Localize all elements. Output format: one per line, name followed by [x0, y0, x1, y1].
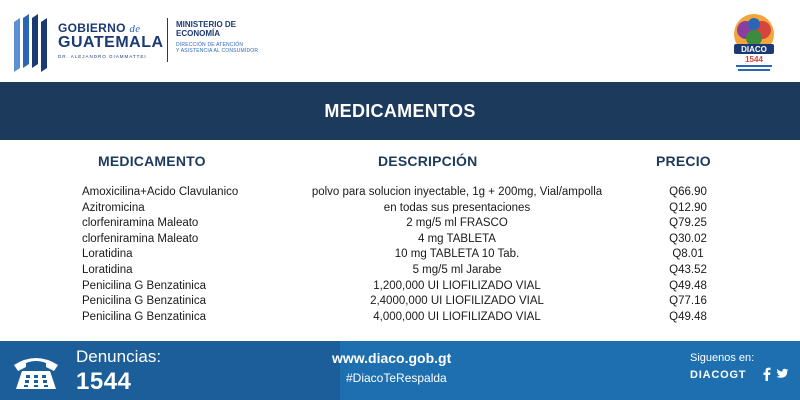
- table-row: [0, 294, 800, 310]
- cell-precio: Q30.02: [669, 232, 707, 245]
- column-header-medicamento: MEDICAMENTO: [98, 153, 206, 169]
- ministry-line-2: ECONOMÍA: [176, 29, 220, 38]
- table-row: [0, 201, 800, 217]
- cell-descripcion: 10 mg TABLETA 10 Tab.: [394, 248, 520, 261]
- gov-line-president: DR. ALEJANDRO GIAMMATTEI: [58, 54, 147, 59]
- page-title: MEDICAMENTOS: [324, 100, 476, 121]
- ministry-wordmark: [176, 20, 258, 54]
- gov-line-gobierno: GOBIERNO: [58, 21, 126, 35]
- cell-medicamento: Penicilina G Benzatinica: [82, 295, 207, 308]
- gov-line-guatemala: GUATEMALA: [58, 34, 164, 51]
- denuncias-label: Denuncias:: [76, 347, 162, 366]
- column-header-precio: PRECIO: [656, 153, 711, 169]
- ministry-line-1: MINISTERIO DE: [176, 20, 237, 29]
- cell-precio: Q49.48: [669, 279, 707, 292]
- cell-descripcion: 2 mg/5 ml FRASCO: [406, 217, 508, 230]
- cell-descripcion: 5 mg/5 ml Jarabe: [412, 263, 502, 276]
- ministry-line-3: DIRECCIÓN DE ATENCIÓN: [176, 42, 244, 48]
- cell-precio: Q43.52: [669, 263, 707, 276]
- table-row: [0, 232, 800, 248]
- table-row: [0, 247, 800, 263]
- cell-precio: Q49.48: [669, 310, 707, 323]
- hashtag: #DiacoTeRespalda: [346, 371, 447, 385]
- follow-label: Siguenos en:: [690, 352, 755, 364]
- column-header-descripcion: DESCRIPCIÓN: [378, 153, 478, 169]
- table-row: [0, 279, 800, 295]
- table-row: [0, 310, 800, 326]
- cell-medicamento: clorfeniramina Maleato: [82, 232, 199, 245]
- title-band: [0, 82, 800, 140]
- cell-medicamento: Loratidina: [82, 263, 133, 276]
- footer: [0, 341, 800, 400]
- guatemala-emblem-icon: [14, 12, 48, 72]
- cell-precio: Q8.01: [672, 248, 704, 261]
- cell-descripcion: en todas sus presentaciones: [383, 201, 531, 214]
- cell-medicamento: Penicilina G Benzatinica: [82, 310, 207, 323]
- ministry-line-4: Y ASISTENCIA AL CONSUMIDOR: [176, 48, 259, 54]
- diaco-logo-icon: [728, 8, 780, 74]
- table-row: [0, 185, 800, 201]
- cell-descripcion: 1,200,000 UI LIOFILIZADO VIAL: [373, 279, 541, 292]
- cell-medicamento: Amoxicilina+Acido Clavulanico: [82, 186, 239, 198]
- cell-precio: Q77.16: [669, 295, 707, 308]
- cell-medicamento: Loratidina: [82, 248, 133, 261]
- header: [0, 0, 800, 82]
- cell-precio: Q12.90: [669, 201, 707, 214]
- header-divider: [167, 18, 168, 62]
- website-link[interactable]: www.diaco.gob.gt: [332, 350, 452, 366]
- table-row: [0, 263, 800, 279]
- cell-descripcion: 2,4000,000 UI LIOFILIZADO VIAL: [370, 295, 544, 308]
- cell-medicamento: clorfeniramina Maleato: [82, 217, 199, 230]
- cell-medicamento: Penicilina G Benzatinica: [82, 279, 207, 292]
- cell-precio: Q66.90: [669, 186, 707, 198]
- cell-descripcion: 4 mg TABLETA: [418, 232, 496, 245]
- facebook-icon[interactable]: [760, 367, 773, 381]
- social-icons: [760, 367, 789, 381]
- twitter-icon[interactable]: [776, 367, 789, 381]
- cell-precio: Q79.25: [669, 217, 707, 230]
- cell-descripcion: 4,000,000 UI LIOFILIZADO VIAL: [373, 310, 541, 323]
- svg-text:DIACO: DIACO: [741, 45, 767, 54]
- denuncias-number: 1544: [76, 368, 132, 395]
- government-wordmark: [58, 22, 164, 59]
- cell-medicamento: Azitromicina: [82, 201, 145, 214]
- svg-text:1544: 1544: [745, 55, 763, 64]
- social-handle: DIACOGT: [690, 369, 747, 381]
- table-row: [0, 216, 800, 232]
- gov-line-de: de: [129, 23, 141, 35]
- cell-descripcion: polvo para solucion inyectable, 1g + 200mg, Vial/ampolla: [311, 186, 603, 198]
- medication-table: [0, 185, 800, 325]
- phone-icon: [10, 349, 62, 393]
